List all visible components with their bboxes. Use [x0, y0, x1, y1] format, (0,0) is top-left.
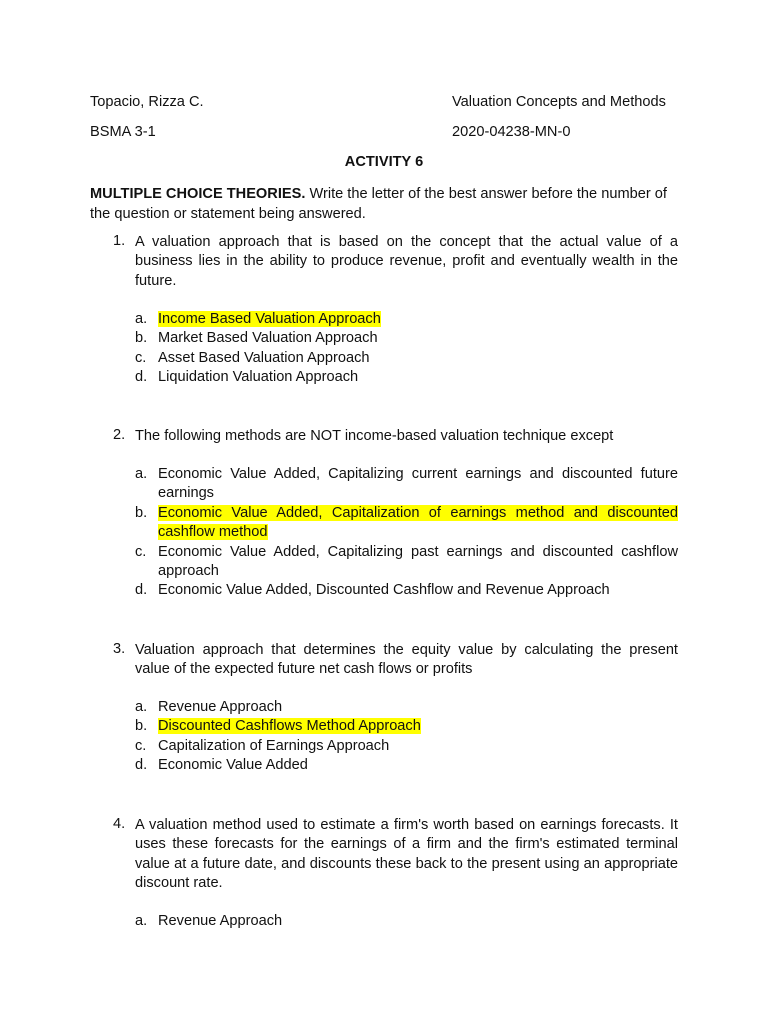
activity-title: ACTIVITY 6 [344, 154, 424, 170]
option-text: Economic Value Added, Capitalizing current earnings and discounted future earnings [158, 466, 678, 502]
student-id: 2020-04238-MN-0 [452, 124, 571, 140]
option-text: Economic Value Added, Capitalizing past earnings and discounted cashflow approach [158, 543, 678, 580]
option-text: Revenue Approach [158, 913, 283, 929]
option-item [135, 349, 678, 368]
option-item [135, 581, 678, 600]
question-text: Valuation approach that determines the equity value by calculating the present value of the expected future net cash flows or profits [135, 642, 678, 678]
question-3 [113, 641, 678, 680]
option-text: Asset Based Valuation Approach [158, 349, 370, 366]
instructions-text: Write the letter of the best answer before the number of the question or statement being answered. [90, 186, 667, 222]
option-letter: d. [135, 582, 148, 599]
option-text-highlighted: Income Based Valuation Approach [158, 311, 381, 327]
option-letter: c. [135, 349, 147, 366]
option-text: Capitalization of Earnings Approach [158, 737, 390, 754]
option-letter: a. [135, 699, 148, 715]
option-text-highlighted: Discounted Cashflows Method Approach [158, 718, 421, 735]
question-4-options [135, 912, 678, 931]
instructions-heading: MULTIPLE CHOICE THEORIES. [90, 186, 306, 202]
question-1-options [135, 310, 678, 388]
instructions [90, 184, 678, 224]
question-4 [113, 816, 678, 894]
option-item [135, 543, 678, 582]
option-letter: a. [135, 311, 148, 327]
option-letter: c. [135, 737, 147, 754]
question-number: 3. [113, 641, 126, 657]
question-2-options [135, 465, 678, 601]
option-text: Revenue Approach [158, 699, 283, 715]
option-letter: d. [135, 369, 148, 386]
option-item [135, 368, 678, 387]
option-text-highlighted: Economic Value Added, Capitalization of earnings method and discounted cashflow method [158, 504, 678, 541]
question-2 [113, 427, 678, 446]
option-text: Economic Value Added, Discounted Cashflow and Revenue Approach [158, 582, 610, 599]
option-text: Economic Value Added [158, 757, 308, 774]
option-text: Liquidation Valuation Approach [158, 369, 359, 386]
option-letter: b. [135, 504, 148, 521]
option-item [135, 756, 678, 775]
option-letter: c. [135, 543, 147, 560]
option-letter: a. [135, 466, 148, 482]
student-section: BSMA 3-1 [90, 124, 156, 140]
question-number: 4. [113, 816, 126, 832]
option-letter: d. [135, 757, 148, 774]
option-letter: b. [135, 330, 148, 347]
question-text: The following methods are NOT income-based valuation technique except [135, 428, 614, 444]
option-letter: b. [135, 718, 148, 735]
course-name: Valuation Concepts and Methods [452, 94, 666, 110]
option-item [135, 698, 678, 717]
question-number: 2. [113, 427, 126, 443]
option-item [135, 912, 678, 931]
question-number: 1. [113, 233, 126, 249]
option-item [135, 329, 678, 348]
option-item [135, 717, 678, 736]
question-text: A valuation method used to estimate a firm's worth based on earnings forecasts. It uses these forecasts for the earnings of a firm and the firm's estimated terminal value at a future date, and discounts these back to the present using an appropriate discount rate. [135, 817, 678, 892]
question-3-options [135, 698, 678, 776]
option-item [135, 465, 678, 504]
option-text: Market Based Valuation Approach [158, 330, 378, 347]
option-item [135, 310, 678, 329]
option-letter: a. [135, 913, 148, 929]
option-item [135, 504, 678, 543]
question-text: A valuation approach that is based on the concept that the actual value of a business lies in the ability to produce revenue, profit and eventually wealth in the future. [135, 234, 678, 289]
question-1 [113, 233, 678, 291]
student-name: Topacio, Rizza C. [90, 94, 204, 110]
option-item [135, 737, 678, 756]
